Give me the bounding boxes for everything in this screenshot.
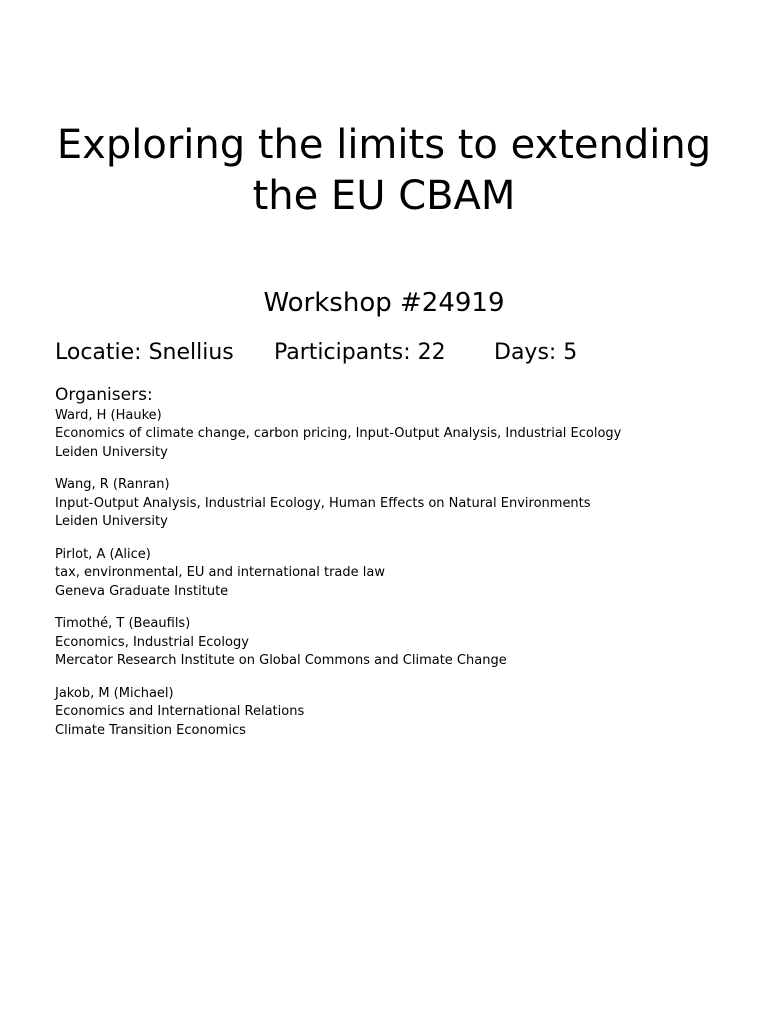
organiser-name: Timothé, T (Beaufils) [55, 616, 191, 632]
organisers-heading: Organisers: [55, 385, 153, 405]
organiser-institution: Climate Transition Economics [55, 722, 246, 738]
organisers-list [55, 407, 755, 740]
organiser-expertise: tax, environmental, EU and international trade law [55, 565, 385, 581]
participants-count: Participants: 22 [274, 340, 446, 365]
organiser-name: Wang, R (Ranran) [55, 477, 170, 493]
organiser-institution: Mercator Research Institute on Global Commons and Climate Change [55, 653, 507, 669]
organiser-expertise: Economics, Industrial Ecology [55, 634, 249, 650]
organiser-expertise: Economics and International Relations [55, 704, 305, 720]
days-count: Days: 5 [494, 340, 578, 365]
organisers-section [55, 383, 755, 754]
title-line-1: Exploring the limits to extending [56, 122, 712, 168]
organiser-name: Ward, H (Hauke) [55, 408, 162, 423]
organiser-expertise: Input-Output Analysis, Industrial Ecology, Human Effects on Natural Environments [55, 495, 591, 511]
location-label: Locatie: Snellius [55, 340, 234, 365]
organiser-institution: Leiden University [55, 444, 168, 460]
organiser-entry [55, 476, 755, 531]
organiser-name: Pirlot, A (Alice) [55, 546, 151, 562]
organiser-entry [55, 407, 755, 462]
organiser-entry [55, 615, 755, 670]
organiser-entry [55, 546, 755, 601]
organiser-expertise: Economics of climate change, carbon pricing, Input-Output Analysis, Industrial Ecology [55, 426, 622, 442]
page-title [0, 120, 768, 222]
organiser-institution: Leiden University [55, 514, 168, 530]
title-line-2: the EU CBAM [252, 173, 516, 219]
organiser-name: Jakob, M (Michael) [55, 685, 174, 701]
workshop-number: Workshop #24919 [263, 288, 505, 318]
organiser-institution: Geneva Graduate Institute [55, 583, 229, 599]
organiser-entry [55, 685, 755, 740]
